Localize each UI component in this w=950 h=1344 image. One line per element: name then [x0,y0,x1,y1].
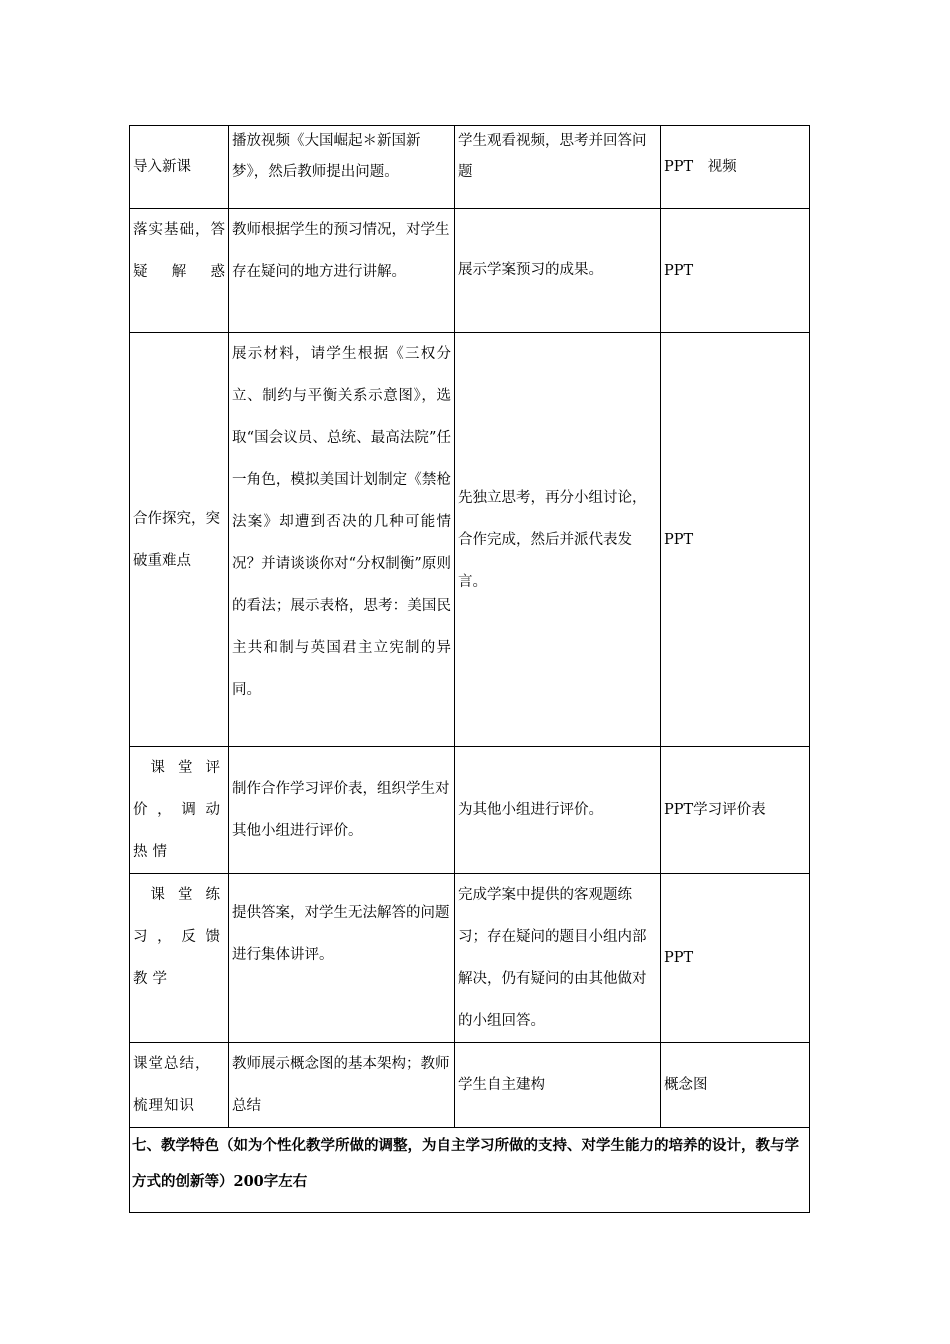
stage-cell: 合作探究，突破重难点 [130,333,229,747]
stage-cell: 课堂总结，梳理知识 [130,1043,229,1128]
table-row [130,747,810,874]
stage-cell: 导入新课 [130,126,229,209]
media-cell: PPT [661,209,810,333]
lesson-plan-table [129,125,810,1213]
student-activity-cell: 为其他小组进行评价。 [455,747,661,874]
media-cell: PPT [661,874,810,1043]
stage-text: 课堂评价，调动热情 [133,760,225,860]
student-activity-cell: 先独立思考，再分小组讨论，合作完成，然后并派代表发言。 [455,333,661,747]
table-row [130,874,810,1043]
teacher-activity-cell: 展示材料，请学生根据《三权分立、制约与平衡关系示意图》，选取“国会议员、总统、最高法院”任一角色，模拟美国计划制定《禁枪法案》却遭到否决的几种可能情况？并请谈谈你对“分权制衡”原则的看法；展示表格，思考：美国民主共和制与英国君主立宪制的异同。 [229,333,455,747]
stage-text: 课堂练习，反馈教学 [133,887,225,987]
table-row [130,1128,810,1213]
teacher-activity-cell: 提供答案，对学生无法解答的问题进行集体讲评。 [229,874,455,1043]
student-activity-cell: 学生自主建构 [455,1043,661,1128]
student-activity-cell: 学生观看视频，思考并回答问题 [455,126,661,209]
table-row [130,126,810,209]
student-activity-cell: 展示学案预习的成果。 [455,209,661,333]
table-row [130,1043,810,1128]
media-cell: PPT 视频 [661,126,810,209]
stage-cell: 落实基础，答疑解惑 [130,209,229,333]
media-cell: 概念图 [661,1043,810,1128]
media-cell: PPT [661,333,810,747]
teacher-activity-cell: 制作合作学习评价表，组织学生对其他小组进行评价。 [229,747,455,874]
student-activity-cell: 完成学案中提供的客观题练习；存在疑问的题目小组内部解决，仍有疑问的由其他做对的小组回答。 [455,874,661,1043]
stage-cell [130,747,229,874]
teacher-activity-cell: 教师根据学生的预习情况，对学生存在疑问的地方进行讲解。 [229,209,455,333]
table-row [130,333,810,747]
teacher-activity-cell: 播放视频《大国崛起＊新国新梦》，然后教师提出问题。 [229,126,455,209]
section-seven-heading: 七、教学特色（如为个性化教学所做的调整，为自主学习所做的支持、对学生能力的培养的设计，教与学方式的创新等）200字左右 [130,1128,810,1213]
stage-cell [130,874,229,1043]
teacher-activity-cell: 教师展示概念图的基本架构；教师总结 [229,1043,455,1128]
table-row [130,209,810,333]
media-cell: PPT学习评价表 [661,747,810,874]
